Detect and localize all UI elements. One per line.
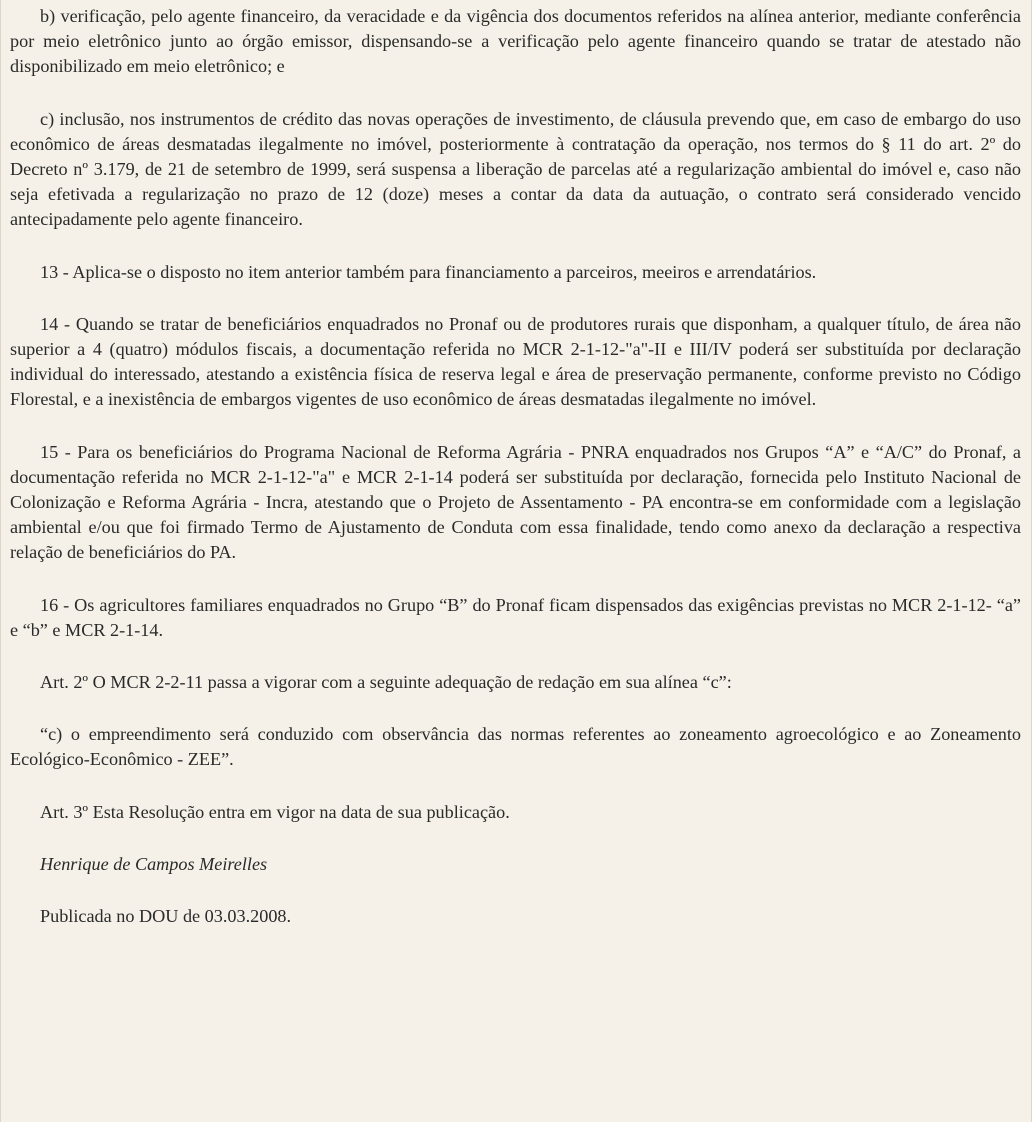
paragraph-item-14: 14 - Quando se tratar de beneficiários enquadrados no Pronaf ou de produtores rurais que disponham, a qualquer título, de área não superior a 4 (quatro) módulos fiscais, a documentação referida no MCR 2-1-12-"a"-II e III/IV poderá ser substituída por declaração individual do interessado, atestando a existência física de reserva legal e área de preservação permanente, conforme previsto no Código Florestal, e a inexistência de embargos vigentes de uso econômico de áreas desmatadas ilegalmente no imóvel. [10, 313, 1021, 410]
paragraph-item-16: 16 - Os agricultores familiares enquadrados no Grupo “B” do Pronaf ficam dispensados das exigências previstas no MCR 2-1-12- “a” e “b” e MCR 2-1-14. [10, 594, 1021, 640]
paragraph-item-b: b) verificação, pelo agente financeiro, da veracidade e da vigência dos documentos referidos na alínea anterior, mediante conferência por meio eletrônico junto ao órgão emissor, dispensando-se a verificação pelo agente financeiro quando se tratar de atestado não disponibilizado em meio eletrônico; e [10, 6, 1021, 77]
paragraph-quoted-item-c: “c) o empreendimento será conduzido com observância das normas referentes ao zoneamento agroecológico e ao Zoneamento Ecológico-Econômico - ZEE”. [10, 724, 1021, 770]
paragraph-item-15: 15 - Para os beneficiários do Programa Nacional de Reforma Agrária - PNRA enquadrados nos Grupos “A” e “A/C” do Pronaf, a documentação referida no MCR 2-1-12-"a" e MCR 2-1-14 poderá ser substituída por declaração, fornecida pelo Instituto Nacional de Colonização e Reforma Agrária - Incra, atestando que o Projeto de Assentamento - PA encontra-se em conformidade com a legislação ambiental e/ou que foi firmado Termo de Ajustamento de Conduta com essa finalidade, tendo como anexo da declaração a respectiva relação de beneficiários do PA. [10, 441, 1021, 563]
paragraph-art-3: Art. 3º Esta Resolução entra em vigor na data de sua publicação. [40, 801, 510, 822]
signature-name: Henrique de Campos Meirelles [40, 853, 268, 874]
paragraph-art-2: Art. 2º O MCR 2-2-11 passa a vigorar com a seguinte adequação de redação em sua alínea “c”: [40, 672, 732, 693]
paragraph-item-c: c) inclusão, nos instrumentos de crédito das novas operações de investimento, de cláusula prevendo que, em caso de embargo do uso econômico de áreas desmatadas ilegalmente no imóvel, posteriormente à contratação da operação, nos termos do § 11 do art. 2º do Decreto nº 3.179, de 21 de setembro de 1999, será suspensa a liberação de parcelas até a regularização ambiental do imóvel e, caso não seja efetivada a regularização no prazo de 12 (doze) meses a contar da data da autuação, o contrato será considerado vencido antecipadamente pelo agente financeiro. [10, 108, 1021, 230]
paragraph-item-13: 13 - Aplica-se o disposto no item anterior também para financiamento a parceiros, meeiros e arrendatários. [40, 261, 817, 282]
publication-note: Publicada no DOU de 03.03.2008. [40, 906, 292, 927]
